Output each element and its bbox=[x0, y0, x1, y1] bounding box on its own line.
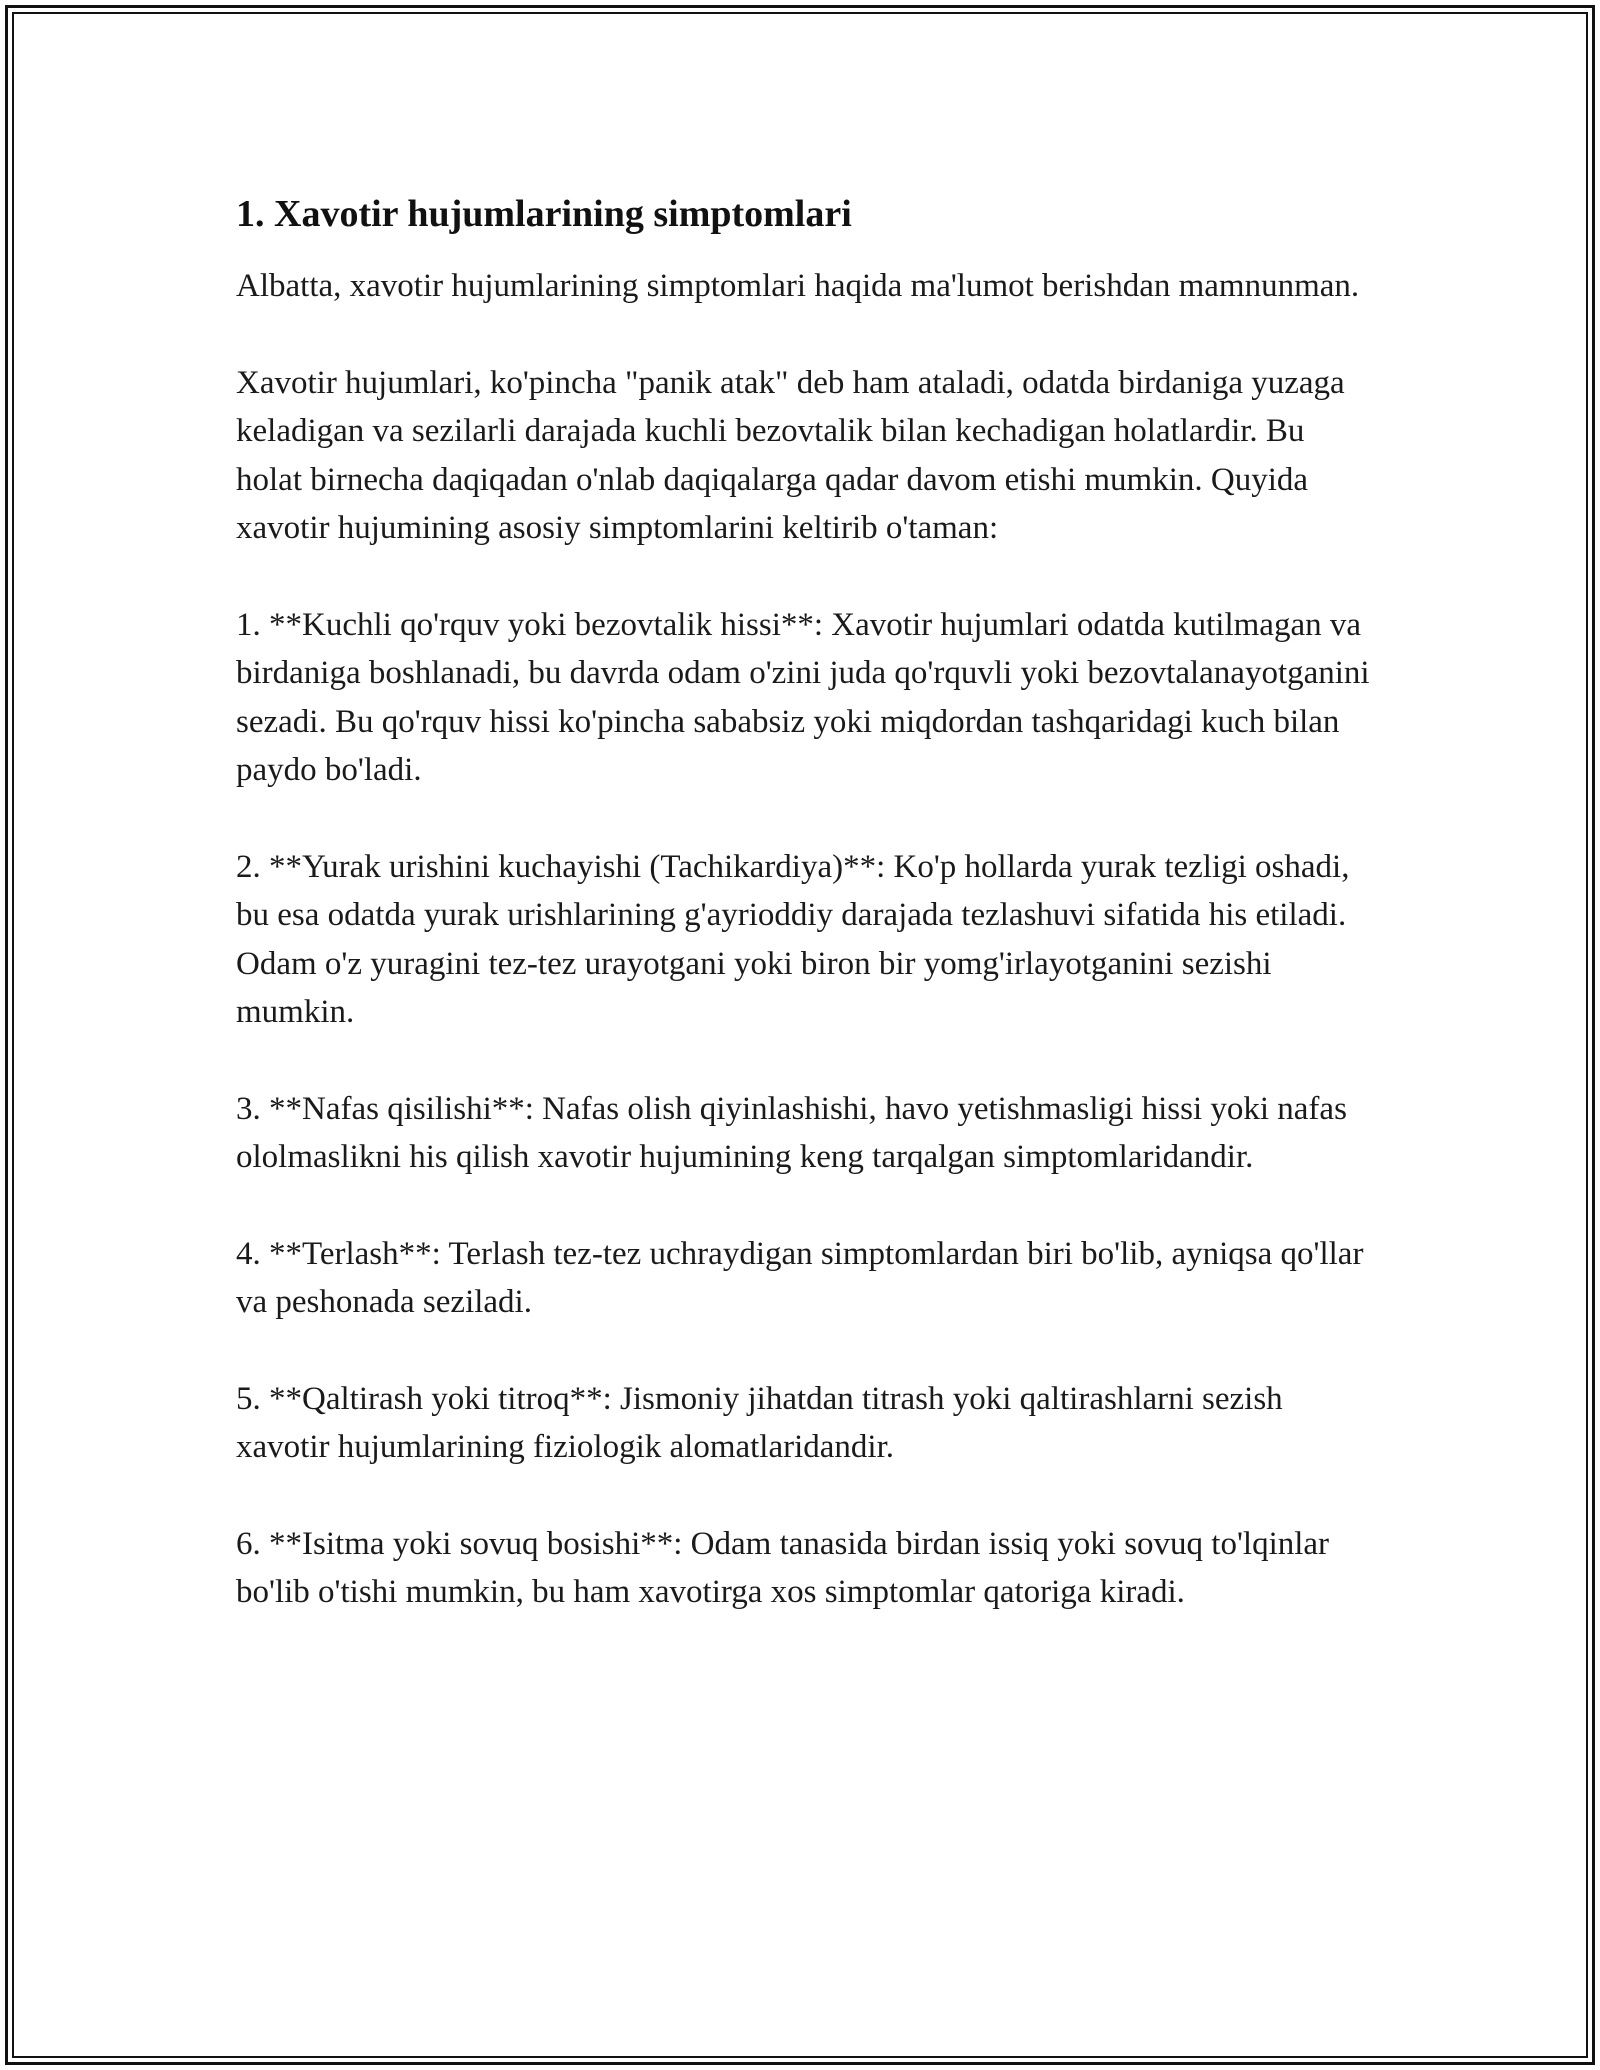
overview-paragraph: Xavotir hujumlari, ko'pincha "panik atak" deb ham ataladi, odatda birdaniga yuzaga keladigan va sezilarli darajada kuchli bezovtalik bilan kechadigan holatlardir. Bu holat birnecha daqiqadan o'nlab daqiqalarga qadar davom etishi mumkin. Quyida xavotir hujumining asosiy simptomlarini keltirib o'taman: bbox=[236, 364, 1345, 546]
section-heading: 1. Xavotir hujumlarining simptomlari bbox=[236, 193, 852, 235]
intro-paragraph: Albatta, xavotir hujumlarining simptomlari haqida ma'lumot berishdan mamnunman. bbox=[236, 268, 1360, 304]
symptom-item-breathlessness: 3. **Nafas qisilishi**: Nafas olish qiyinlashishi, havo yetishmasligi hissi yoki nafas ololmaslikni his qilish xavotir hujumining keng tarqalgan simptomlaridandir. bbox=[236, 1090, 1347, 1175]
symptom-item-hot-cold-flashes: 6. **Isitma yoki sovuq bosishi**: Odam tanasida birdan issiq yoki sovuq to'lqinlar bo'lib o'tishi mumkin, bu ham xavotirga xos simptomlar qatoriga kiradi. bbox=[236, 1525, 1330, 1610]
document-body bbox=[236, 184, 1376, 1617]
symptom-item-tachycardia: 2. **Yurak urishini kuchayishi (Tachikardiya)**: Ko'p hollarda yurak tezligi oshadi, bu esa odatda yurak urishlarining g'ayrioddiy darajada tezlashuvi sifatida his etiladi. Odam o'z yuragini tez-tez urayotgani yoki biron bir yomg'irlayotganini sezishi mumkin. bbox=[236, 848, 1350, 1030]
symptom-item-sweating: 4. **Terlash**: Terlash tez-tez uchraydigan simptomlardan biri bo'lib, ayniqsa qo'llar va peshonada seziladi. bbox=[236, 1235, 1364, 1320]
symptom-item-fear: 1. **Kuchli qo'rquv yoki bezovtalik hissi**: Xavotir hujumlari odatda kutilmagan va birdaniga boshlanadi, bu davrda odam o'zini juda qo'rquvli yoki bezovtalanayotganini sezadi. Bu qo'rquv hissi ko'pincha sababsiz yoki miqdordan tashqaridagi kuch bilan paydo bo'ladi. bbox=[236, 606, 1370, 788]
symptom-item-trembling: 5. **Qaltirash yoki titroq**: Jismoniy jihatdan titrash yoki qaltirashlarni sezish xavotir hujumlarining fiziologik alomatlaridandir. bbox=[236, 1380, 1283, 1465]
